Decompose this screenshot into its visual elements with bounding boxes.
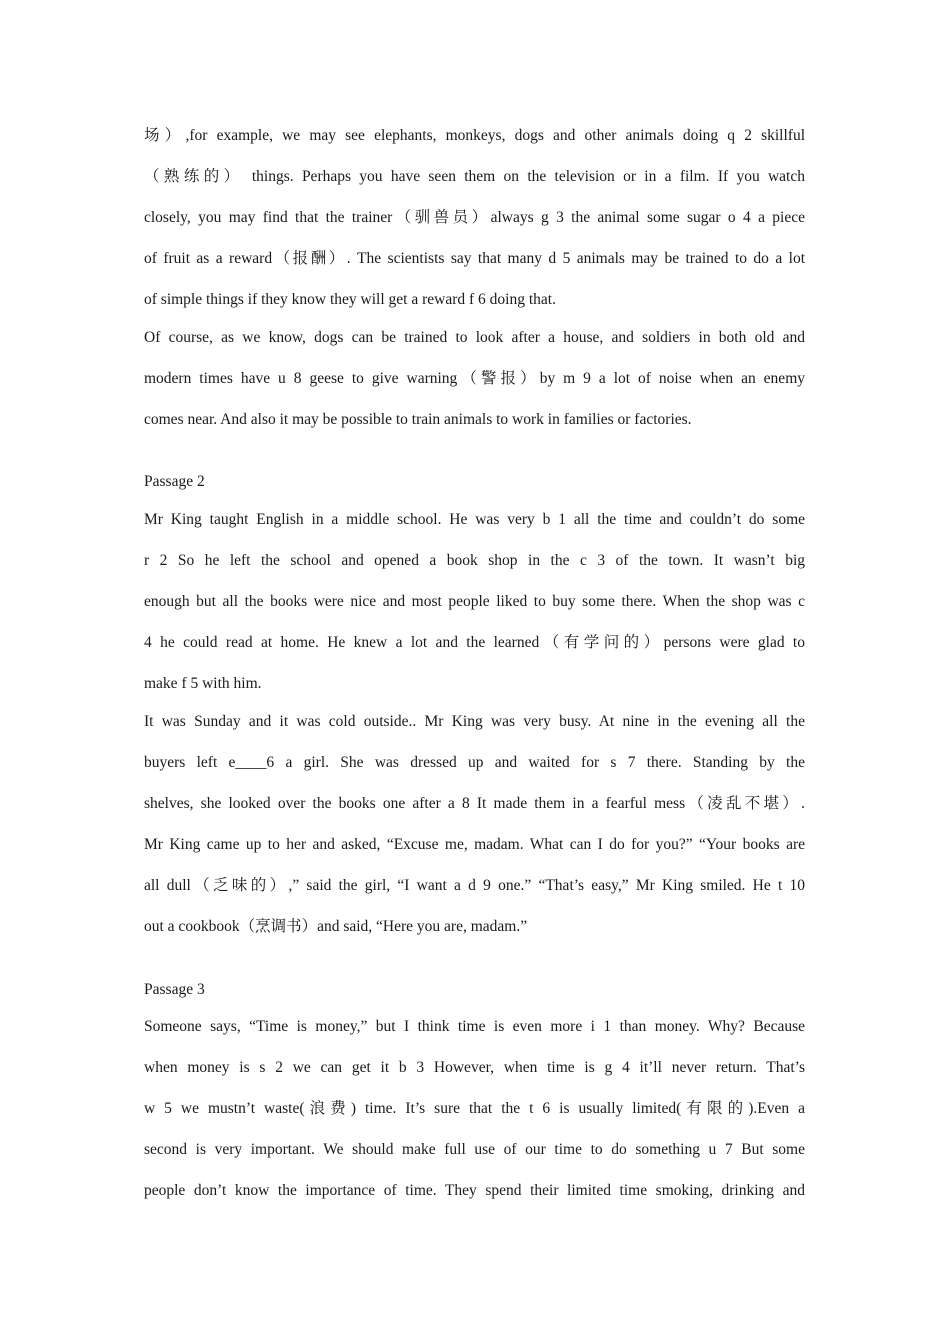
passage2-line: make f 5 with him.	[144, 675, 262, 692]
passage1-line: 场）,for example, we may see elephants, monkeys, dogs and other animals doing q 2 skillful	[144, 127, 805, 144]
passage2-line: 4 he could read at home. He knew a lot and the learned（有学问的）persons were glad to	[144, 634, 805, 651]
passage3-line: Someone says, “Time is money,” but I think time is even more i 1 than money. Why? Because	[144, 1018, 805, 1035]
passage3-line: w 5 we mustn’t waste(浪费) time. It’s sure that the t 6 is usually limited(有限的).Even a	[144, 1100, 805, 1117]
passage3-line: people don’t know the importance of time. They spend their limited time smoking, drinking and	[144, 1182, 805, 1199]
passage1-line: comes near. And also it may be possible to train animals to work in families or factories.	[144, 411, 692, 428]
passage1-line: Of course, as we know, dogs can be trained to look after a house, and soldiers in both old and	[144, 329, 805, 346]
passage2-line: enough but all the books were nice and most people liked to buy some there. When the shop was c	[144, 593, 805, 610]
passage2-line: buyers left e____6 a girl. She was dressed up and waited for s 7 there. Standing by the	[144, 754, 805, 771]
passage1-line: of fruit as a reward（报酬）. The scientists say that many d 5 animals may be trained to do a lot	[144, 250, 805, 267]
passage2-line: Mr King came up to her and asked, “Excuse me, madam. What can I do for you?” “Your books are	[144, 836, 805, 853]
passage3-heading: Passage 3	[144, 981, 205, 998]
passage2-line: It was Sunday and it was cold outside.. Mr King was very busy. At nine in the evening all the	[144, 713, 805, 730]
passage2-line: shelves, she looked over the books one after a 8 It made them in a fearful mess（凌乱不堪）.	[144, 795, 805, 812]
passage2-line: out a cookbook（烹调书）and said, “Here you are, madam.”	[144, 918, 528, 935]
passage2-heading: Passage 2	[144, 473, 205, 490]
passage3-line: when money is s 2 we can get it b 3 However, when time is g 4 it’ll never return. That’s	[144, 1059, 805, 1076]
passage3-line: second is very important. We should make full use of our time to do something u 7 But some	[144, 1141, 805, 1158]
passage2-line: Mr King taught English in a middle school. He was very b 1 all the time and couldn’t do some	[144, 511, 805, 528]
passage2-line: r 2 So he left the school and opened a book shop in the c 3 of the town. It wasn’t big	[144, 552, 805, 569]
passage1-line: closely, you may find that the trainer（驯兽员）always g 3 the animal some sugar o 4 a piece	[144, 209, 805, 226]
passage2-line: all dull（乏味的）,” said the girl, “I want a d 9 one.” “That’s easy,” Mr King smiled. He t 10	[144, 877, 805, 894]
passage1-line: modern times have u 8 geese to give warning（警报）by m 9 a lot of noise when an enemy	[144, 370, 805, 387]
passage1-line: （熟练的） things. Perhaps you have seen them on the television or in a film. If you watch	[144, 168, 805, 185]
passage1-line: of simple things if they know they will get a reward f 6 doing that.	[144, 291, 556, 308]
